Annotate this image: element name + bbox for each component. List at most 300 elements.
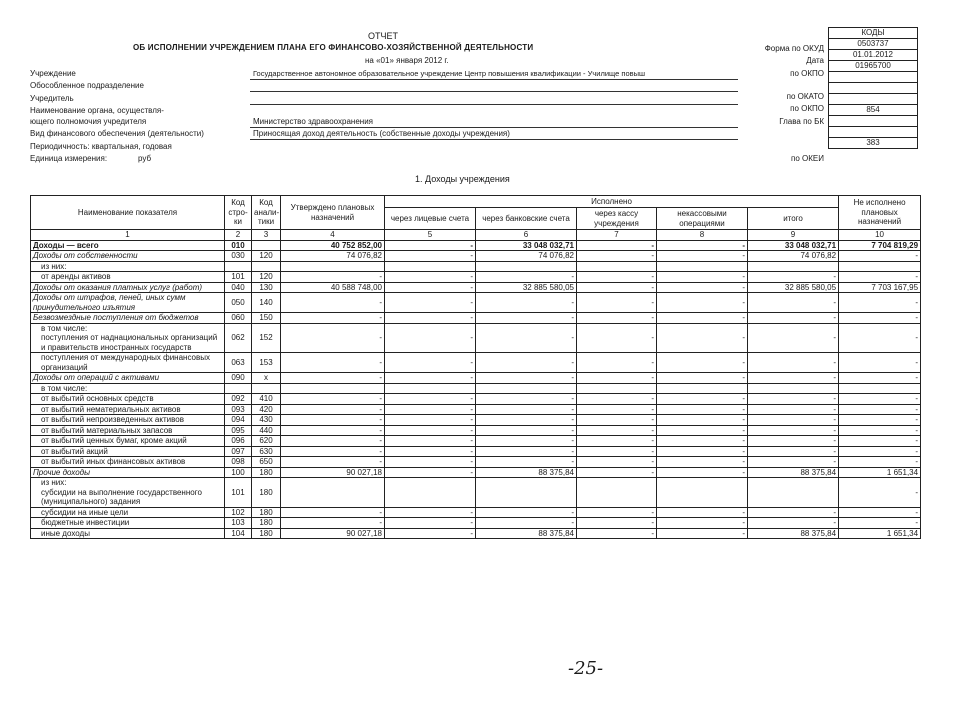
- cell-code: 180: [252, 528, 281, 539]
- cell-rest: -: [839, 323, 921, 353]
- cell-noncash: [657, 478, 748, 508]
- report-title: ОТЧЕТ: [368, 31, 398, 41]
- cell-approved: 40 588 748,00: [281, 282, 385, 293]
- cell-approved: -: [281, 394, 385, 405]
- cell-cash: -: [577, 436, 657, 447]
- codes-header: КОДЫ: [829, 28, 918, 39]
- cell-approved: -: [281, 313, 385, 324]
- cell-rest: -: [839, 251, 921, 262]
- cell-rest: -: [839, 272, 921, 283]
- th-approved: Утверждено плановых назначений: [281, 196, 385, 230]
- cell-noncash: -: [657, 282, 748, 293]
- cell-approved: -: [281, 272, 385, 283]
- cell-total: [748, 261, 839, 272]
- subdivision-label: Обособленное подразделение: [30, 81, 144, 90]
- cell-personal: -: [385, 467, 476, 478]
- cell-bank: -: [476, 373, 577, 384]
- cell-personal: -: [385, 425, 476, 436]
- cell-cash: -: [577, 293, 657, 313]
- table-row: [31, 282, 921, 293]
- cell-line: 097: [225, 446, 252, 457]
- cell-personal: [385, 478, 476, 508]
- cell-personal: -: [385, 323, 476, 353]
- th-personal: через лицевые счета: [385, 208, 476, 230]
- authority-value: Министерство здравоохранения: [253, 117, 373, 126]
- th-total: итого: [748, 208, 839, 230]
- cell-rest: -: [839, 518, 921, 529]
- row-name: от выбытий акций: [31, 446, 225, 457]
- row-name: поступления от международных финансовых организаций: [31, 353, 225, 373]
- institution-value: Государственное автономное образовательное учреждение Центр повышения квалификации - Училище повыш: [253, 69, 646, 78]
- cell-personal: -: [385, 394, 476, 405]
- cell-code: 140: [252, 293, 281, 313]
- code-okei: 383: [829, 138, 918, 149]
- finance-label: Вид финансового обеспечения (деятельности): [30, 129, 204, 138]
- cell-total: -: [748, 415, 839, 426]
- row-name: Доходы — всего: [31, 240, 225, 251]
- cell-approved: -: [281, 457, 385, 468]
- cell-rest: 1 651,34: [839, 467, 921, 478]
- code-glava: 854: [829, 105, 918, 116]
- cell-personal: -: [385, 528, 476, 539]
- cell-cash: -: [577, 425, 657, 436]
- table-row: [31, 353, 921, 373]
- cell-cash: [577, 383, 657, 394]
- codes-label-glava: Глава по БК: [779, 117, 824, 126]
- cell-code: 420: [252, 404, 281, 415]
- cell-line: 095: [225, 425, 252, 436]
- cell-noncash: -: [657, 240, 748, 251]
- cell-approved: -: [281, 353, 385, 373]
- cell-code: [252, 383, 281, 394]
- table-row: [31, 425, 921, 436]
- cell-rest: -: [839, 373, 921, 384]
- cell-bank: -: [476, 323, 577, 353]
- page-number: -25-: [568, 658, 604, 679]
- cell-line: 030: [225, 251, 252, 262]
- cell-bank: -: [476, 518, 577, 529]
- cell-cash: -: [577, 467, 657, 478]
- cell-noncash: -: [657, 394, 748, 405]
- row-name: из них:: [31, 261, 225, 272]
- row-name: Доходы от собственности: [31, 251, 225, 262]
- cell-noncash: -: [657, 373, 748, 384]
- table-row: [31, 404, 921, 415]
- cell-rest: -: [839, 404, 921, 415]
- cell-cash: -: [577, 415, 657, 426]
- cell-approved: 90 027,18: [281, 528, 385, 539]
- th-name: Наименование показателя: [31, 196, 225, 230]
- table-row: [31, 518, 921, 529]
- cell-noncash: -: [657, 323, 748, 353]
- cell-code: x: [252, 373, 281, 384]
- cell-personal: [385, 261, 476, 272]
- cell-line: 104: [225, 528, 252, 539]
- cell-personal: -: [385, 507, 476, 518]
- cell-bank: -: [476, 446, 577, 457]
- cell-code: 180: [252, 478, 281, 508]
- col-number: 5: [385, 230, 476, 241]
- th-noncash: некассовыми операциями: [657, 208, 748, 230]
- th-line-code: Код стро-ки: [225, 196, 252, 230]
- cell-rest: -: [839, 313, 921, 324]
- cell-cash: [577, 261, 657, 272]
- cell-approved: -: [281, 518, 385, 529]
- cell-cash: -: [577, 313, 657, 324]
- cell-personal: -: [385, 293, 476, 313]
- cell-cash: -: [577, 507, 657, 518]
- cell-noncash: -: [657, 518, 748, 529]
- cell-code: 180: [252, 518, 281, 529]
- cell-rest: [839, 261, 921, 272]
- cell-bank: -: [476, 353, 577, 373]
- cell-code: 430: [252, 415, 281, 426]
- codes-label-okato: по ОКАТО: [786, 92, 824, 101]
- cell-personal: -: [385, 518, 476, 529]
- th-executed: Исполнено: [385, 196, 839, 208]
- cell-total: 88 375,84: [748, 467, 839, 478]
- th-cash: через кассу учреждения: [577, 208, 657, 230]
- cell-total: 32 885 580,05: [748, 282, 839, 293]
- col-number: 7: [577, 230, 657, 241]
- cell-code: 153: [252, 353, 281, 373]
- cell-personal: -: [385, 436, 476, 447]
- th-bank: через банковские счета: [476, 208, 577, 230]
- cell-personal: -: [385, 353, 476, 373]
- cell-bank: 33 048 032,71: [476, 240, 577, 251]
- cell-total: 33 048 032,71: [748, 240, 839, 251]
- cell-approved: -: [281, 446, 385, 457]
- cell-approved: 40 752 852,00: [281, 240, 385, 251]
- cell-line: 096: [225, 436, 252, 447]
- cell-total: -: [748, 373, 839, 384]
- code-okato: [829, 83, 918, 94]
- cell-noncash: [657, 261, 748, 272]
- row-name: от выбытий материальных запасов: [31, 425, 225, 436]
- cell-total: [748, 383, 839, 394]
- table-row: [31, 272, 921, 283]
- cell-cash: -: [577, 282, 657, 293]
- cell-line: 098: [225, 457, 252, 468]
- cell-approved: [281, 478, 385, 508]
- income-table: [30, 195, 921, 539]
- cell-total: -: [748, 446, 839, 457]
- cell-cash: -: [577, 353, 657, 373]
- cell-approved: -: [281, 425, 385, 436]
- cell-code: 440: [252, 425, 281, 436]
- table-row: [31, 507, 921, 518]
- cell-line: 101: [225, 478, 252, 508]
- cell-line: 010: [225, 240, 252, 251]
- cell-bank: 74 076,82: [476, 251, 577, 262]
- column-numbers-row: [31, 230, 921, 241]
- cell-total: -: [748, 313, 839, 324]
- row-name: иные доходы: [31, 528, 225, 539]
- table-row: [31, 240, 921, 251]
- cell-cash: -: [577, 446, 657, 457]
- table-row: [31, 478, 921, 508]
- row-name: Доходы от штрафов, пеней, иных сумм принудительного изъятия: [31, 293, 225, 313]
- cell-approved: 90 027,18: [281, 467, 385, 478]
- row-name: от выбытий основных средств: [31, 394, 225, 405]
- cell-total: [748, 478, 839, 508]
- col-number: 4: [281, 230, 385, 241]
- cell-approved: [281, 261, 385, 272]
- code-date: 01.01.2012: [829, 50, 918, 61]
- cell-rest: -: [839, 457, 921, 468]
- code-okud: 0503737: [829, 39, 918, 50]
- cell-code: 180: [252, 507, 281, 518]
- cell-rest: -: [839, 394, 921, 405]
- cell-code: 180: [252, 467, 281, 478]
- col-number: 1: [31, 230, 225, 241]
- cell-approved: -: [281, 415, 385, 426]
- cell-noncash: -: [657, 425, 748, 436]
- cell-cash: -: [577, 240, 657, 251]
- cell-personal: -: [385, 404, 476, 415]
- cell-approved: [281, 383, 385, 394]
- cell-bank: [476, 478, 577, 508]
- cell-line: 050: [225, 293, 252, 313]
- cell-bank: 88 375,84: [476, 467, 577, 478]
- col-number: 10: [839, 230, 921, 241]
- th-analytic-code: Код анали-тики: [252, 196, 281, 230]
- row-name: субсидии на иные цели: [31, 507, 225, 518]
- cell-bank: -: [476, 425, 577, 436]
- cell-code: 150: [252, 313, 281, 324]
- col-number: 2: [225, 230, 252, 241]
- cell-cash: -: [577, 373, 657, 384]
- cell-noncash: [657, 383, 748, 394]
- cell-code: 130: [252, 282, 281, 293]
- cell-total: -: [748, 457, 839, 468]
- cell-line: 103: [225, 518, 252, 529]
- table-row: [31, 261, 921, 272]
- row-name: Доходы от операций с активами: [31, 373, 225, 384]
- cell-total: 88 375,84: [748, 528, 839, 539]
- row-name: от выбытий ценных бумаг, кроме акций: [31, 436, 225, 447]
- report-date: на «01» января 2012 г.: [365, 56, 449, 65]
- cell-total: -: [748, 353, 839, 373]
- cell-total: -: [748, 436, 839, 447]
- cell-total: -: [748, 272, 839, 283]
- cell-cash: -: [577, 323, 657, 353]
- cell-noncash: -: [657, 446, 748, 457]
- cell-rest: -: [839, 293, 921, 313]
- col-number: 8: [657, 230, 748, 241]
- institution-label: Учреждение: [30, 69, 76, 78]
- cell-total: 74 076,82: [748, 251, 839, 262]
- cell-line: [225, 383, 252, 394]
- cell-bank: -: [476, 293, 577, 313]
- cell-approved: 74 076,82: [281, 251, 385, 262]
- cell-approved: -: [281, 293, 385, 313]
- report-subtitle: ОБ ИСПОЛНЕНИИ УЧРЕЖДЕНИЕМ ПЛАНА ЕГО ФИНАНСОВО-ХОЗЯЙСТВЕННОЙ ДЕЯТЕЛЬНОСТИ: [133, 43, 534, 52]
- cell-personal: -: [385, 240, 476, 251]
- cell-noncash: -: [657, 404, 748, 415]
- cell-line: 092: [225, 394, 252, 405]
- codes-label-date: Дата: [806, 56, 824, 65]
- cell-bank: -: [476, 394, 577, 405]
- cell-personal: -: [385, 446, 476, 457]
- cell-cash: [577, 478, 657, 508]
- row-name: из них: субсидии на выполнение государственного (муниципального) задания: [31, 478, 225, 508]
- cell-personal: -: [385, 251, 476, 262]
- cell-approved: -: [281, 436, 385, 447]
- cell-bank: -: [476, 404, 577, 415]
- codes-label-okpo-2: по ОКПО: [790, 104, 824, 113]
- cell-bank: -: [476, 436, 577, 447]
- cell-noncash: -: [657, 415, 748, 426]
- row-name: от аренды активов: [31, 272, 225, 283]
- cell-noncash: -: [657, 436, 748, 447]
- cell-rest: 7 703 167,95: [839, 282, 921, 293]
- cell-code: 410: [252, 394, 281, 405]
- cell-total: -: [748, 394, 839, 405]
- cell-total: -: [748, 323, 839, 353]
- row-name: в том числе:: [31, 383, 225, 394]
- cell-rest: [839, 383, 921, 394]
- codes-label-okpo: по ОКПО: [790, 69, 824, 78]
- table-row: [31, 436, 921, 447]
- unit-value: руб: [138, 154, 152, 163]
- cell-bank: [476, 261, 577, 272]
- cell-personal: -: [385, 272, 476, 283]
- cell-rest: 7 704 819,29: [839, 240, 921, 251]
- cell-cash: -: [577, 251, 657, 262]
- cell-cash: -: [577, 518, 657, 529]
- cell-line: 060: [225, 313, 252, 324]
- cell-bank: -: [476, 507, 577, 518]
- cell-bank: 32 885 580,05: [476, 282, 577, 293]
- row-name: Безвозмездные поступления от бюджетов: [31, 313, 225, 324]
- cell-code: [252, 240, 281, 251]
- section-title: 1. Доходы учреждения: [415, 174, 510, 184]
- unit-label: Единица измерения:: [30, 154, 108, 163]
- cell-noncash: -: [657, 507, 748, 518]
- row-name: Доходы от оказания платных услуг (работ): [31, 282, 225, 293]
- cell-noncash: -: [657, 467, 748, 478]
- period-label: Периодичность: квартальная, годовая: [30, 142, 172, 151]
- cell-rest: -: [839, 425, 921, 436]
- cell-rest: -: [839, 436, 921, 447]
- cell-line: 100: [225, 467, 252, 478]
- cell-noncash: -: [657, 457, 748, 468]
- cell-personal: -: [385, 457, 476, 468]
- code-okpo: 01965700: [829, 61, 918, 72]
- cell-code: 152: [252, 323, 281, 353]
- founder-label: Учредитель: [30, 94, 74, 103]
- row-name: от выбытий иных финансовых активов: [31, 457, 225, 468]
- table-row: [31, 446, 921, 457]
- cell-bank: [476, 383, 577, 394]
- cell-personal: -: [385, 313, 476, 324]
- cell-total: -: [748, 507, 839, 518]
- cell-line: 090: [225, 373, 252, 384]
- cell-code: 120: [252, 272, 281, 283]
- cell-approved: -: [281, 373, 385, 384]
- cell-line: 101: [225, 272, 252, 283]
- col-number: 6: [476, 230, 577, 241]
- cell-noncash: -: [657, 251, 748, 262]
- table-row: [31, 293, 921, 313]
- col-number: 9: [748, 230, 839, 241]
- cell-noncash: -: [657, 293, 748, 313]
- cell-total: -: [748, 518, 839, 529]
- table-row: [31, 394, 921, 405]
- row-name: от выбытий непроизведенных активов: [31, 415, 225, 426]
- cell-rest: 1 651,34: [839, 528, 921, 539]
- cell-bank: 88 375,84: [476, 528, 577, 539]
- cell-bank: -: [476, 457, 577, 468]
- table-row: [31, 528, 921, 539]
- cell-approved: -: [281, 404, 385, 415]
- cell-rest: -: [839, 415, 921, 426]
- cell-line: 094: [225, 415, 252, 426]
- table-row: [31, 467, 921, 478]
- cell-code: [252, 261, 281, 272]
- cell-noncash: -: [657, 272, 748, 283]
- cell-approved: -: [281, 323, 385, 353]
- finance-value: Приносящая доход деятельность (собственные доходы учреждения): [253, 129, 510, 138]
- cell-cash: -: [577, 272, 657, 283]
- cell-personal: -: [385, 282, 476, 293]
- code-empty-3: [829, 127, 918, 138]
- row-name: бюджетные инвестиции: [31, 518, 225, 529]
- cell-personal: [385, 383, 476, 394]
- cell-total: -: [748, 425, 839, 436]
- code-empty-2: [829, 116, 918, 127]
- code-empty-1: [829, 72, 918, 83]
- table-row: [31, 323, 921, 353]
- cell-cash: -: [577, 457, 657, 468]
- cell-noncash: -: [657, 353, 748, 373]
- cell-bank: -: [476, 313, 577, 324]
- cell-noncash: -: [657, 528, 748, 539]
- row-name: Прочие доходы: [31, 467, 225, 478]
- codes-label-okud: Форма по ОКУД: [764, 44, 824, 53]
- cell-cash: -: [577, 404, 657, 415]
- codes-label-okei: по ОКЕИ: [791, 154, 824, 163]
- cell-personal: -: [385, 373, 476, 384]
- cell-cash: -: [577, 528, 657, 539]
- codes-box: [828, 27, 918, 149]
- cell-rest: -: [839, 446, 921, 457]
- table-row: [31, 373, 921, 384]
- cell-personal: -: [385, 415, 476, 426]
- table-row: [31, 415, 921, 426]
- cell-line: [225, 261, 252, 272]
- cell-line: 063: [225, 353, 252, 373]
- table-row: [31, 457, 921, 468]
- cell-bank: -: [476, 272, 577, 283]
- row-name: от выбытий нематериальных активов: [31, 404, 225, 415]
- cell-code: 630: [252, 446, 281, 457]
- cell-code: 650: [252, 457, 281, 468]
- authority-label-2: ющего полномочия учредителя: [30, 117, 147, 126]
- cell-code: 620: [252, 436, 281, 447]
- cell-bank: -: [476, 415, 577, 426]
- cell-code: 120: [252, 251, 281, 262]
- cell-rest: -: [839, 507, 921, 518]
- cell-line: 062: [225, 323, 252, 353]
- cell-approved: -: [281, 507, 385, 518]
- cell-total: -: [748, 404, 839, 415]
- row-name: в том числе: поступления от наднациональных организаций и правительств иностранных государств: [31, 323, 225, 353]
- cell-rest: -: [839, 353, 921, 373]
- cell-rest: -: [839, 478, 921, 508]
- cell-line: 040: [225, 282, 252, 293]
